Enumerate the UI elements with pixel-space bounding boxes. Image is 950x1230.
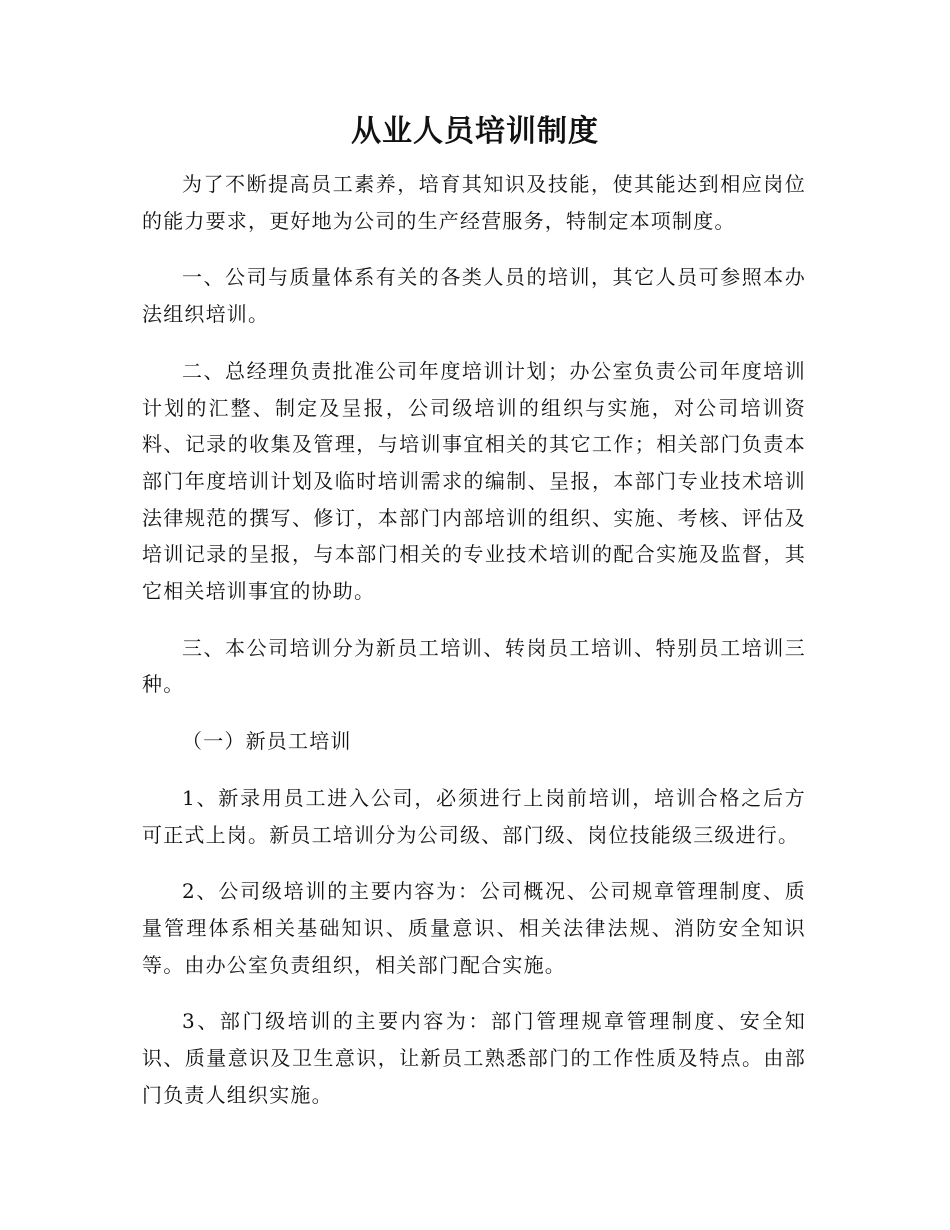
paragraph-item-2: 2、公司级培训的主要内容为：公司概况、公司规章管理制度、质量管理体系相关基础知识、质量意识、相关法律法规、消防安全知识等。由办公室负责组织，相关部门配合实施。 [142, 879, 806, 977]
paragraph-section-1: 一、公司与质量体系有关的各类人员的培训，其它人员可参照本办法组织培训。 [142, 265, 806, 327]
paragraph-section-2: 二、总经理负责批准公司年度培训计划；办公室负责公司年度培训计划的汇整、制定及呈报，公司级培训的组织与实施，对公司培训资料、记录的收集及管理，与培训事宜相关的其它工作；相关部门负责本部门年度培训计划及临时培训需求的编制、呈报，本部门专业技术培训法律规范的撰写、修订，本部门内部培训的组织、实施、考核、评估及培训记录的呈报，与本部门相关的专业技术培训的配合实施及监督，其它相关培训事宜的协助。 [142, 358, 806, 604]
subsection-heading-new-staff: （一）新员工培训 [182, 729, 352, 754]
document-body [142, 166, 806, 1113]
paragraph-item-3: 3、部门级培训的主要内容为：部门管理规章管理制度、安全知识、质量意识及卫生意识，让新员工熟悉部门的工作性质及特点。由部门负责人组织实施。 [142, 1009, 806, 1107]
paragraph-item-1: 1、新录用员工进入公司，必须进行上岗前培训，培训合格之后方可正式上岗。新员工培训分为公司级、部门级、岗位技能级三级进行。 [142, 785, 806, 847]
document-title: 从业人员培训制度 [351, 114, 599, 149]
paragraph-section-3: 三、本公司培训分为新员工培训、转岗员工培训、特别员工培训三种。 [142, 635, 806, 697]
paragraph-intro: 为了不断提高员工素养，培育其知识及技能，使其能达到相应岗位的能力要求，更好地为公司的生产经营服务，特制定本项制度。 [142, 172, 806, 233]
